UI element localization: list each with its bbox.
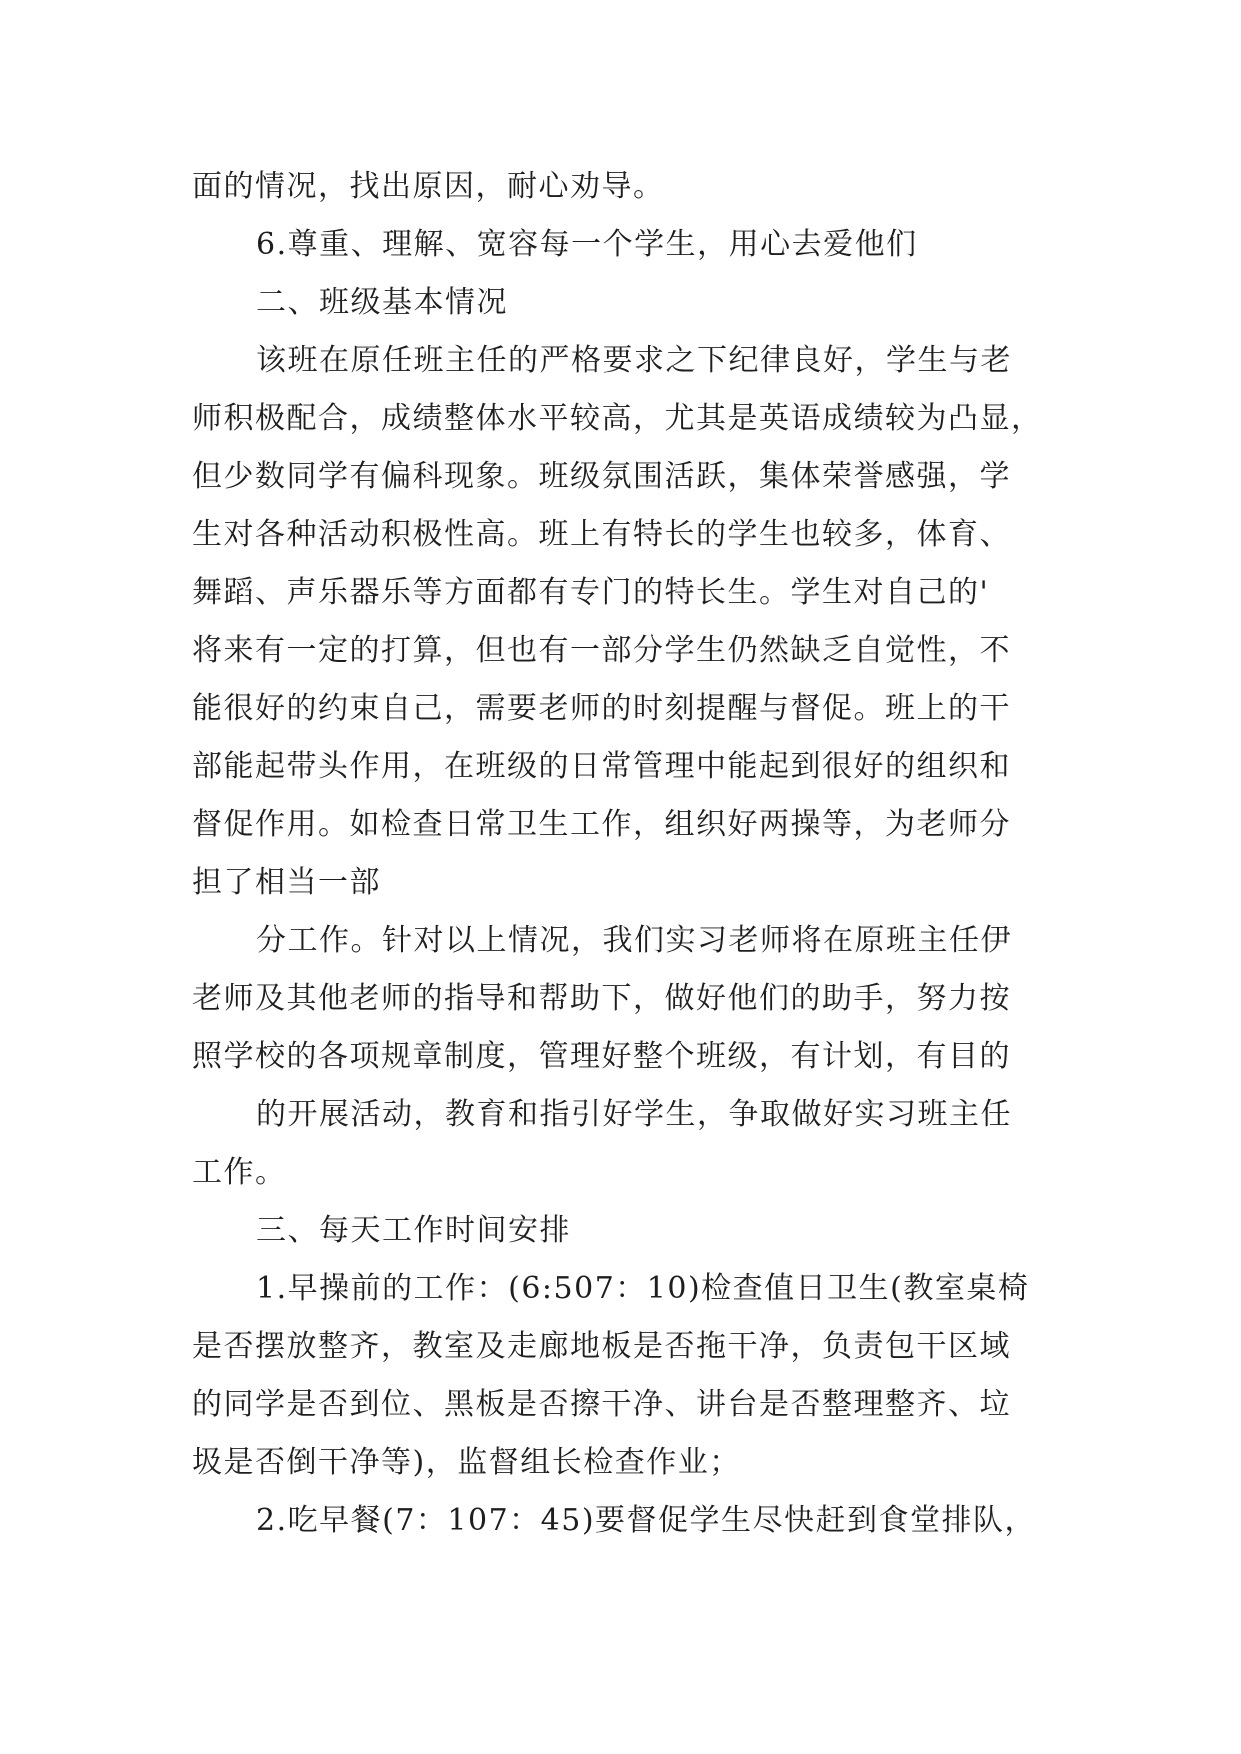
paragraph-line: 照学校的各项规章制度，管理好整个班级，有计划，有目的 bbox=[192, 1039, 1011, 1074]
section-heading-2: 二、班级基本情况 bbox=[256, 285, 508, 320]
list-item-6: 6.尊重、理解、宽容每一个学生，用心去爱他们 bbox=[256, 227, 918, 262]
paragraph-line: 师积极配合，成绩整体水平较高，尤其是英语成绩较为凸显， bbox=[192, 401, 1043, 436]
section-heading-3: 三、每天工作时间安排 bbox=[256, 1213, 571, 1248]
paragraph-line: 但少数同学有偏科现象。班级氛围活跃，集体荣誉感强，学 bbox=[192, 459, 1011, 494]
paragraph-line: 将来有一定的打算，但也有一部分学生仍然缺乏自觉性，不 bbox=[192, 633, 1011, 668]
paragraph-line: 分工作。针对以上情况，我们实习老师将在原班主任伊 bbox=[256, 923, 1012, 958]
paragraph-line: 圾是否倒干净等)，监督组长检查作业； bbox=[192, 1445, 741, 1480]
paragraph-line: 该班在原任班主任的严格要求之下纪律良好，学生与老 bbox=[256, 343, 1012, 378]
text-line-1: 面的情况，找出原因，耐心劝导。 bbox=[192, 169, 665, 204]
paragraph-line: 工作。 bbox=[192, 1155, 287, 1190]
paragraph-line: 是否摆放整齐，教室及走廊地板是否拖干净，负责包干区域 bbox=[192, 1329, 1011, 1364]
paragraph-line: 老师及其他老师的指导和帮助下，做好他们的助手，努力按 bbox=[192, 981, 1011, 1016]
list-item-2: 2.吃早餐(7：107：45)要督促学生尽快赶到食堂排队， bbox=[256, 1503, 1037, 1538]
paragraph-line: 督促作用。如检查日常卫生工作，组织好两操等，为老师分 bbox=[192, 807, 1011, 842]
list-item-1: 1.早操前的工作：(6:507：10)检查值日卫生(教室桌椅 bbox=[256, 1271, 1030, 1306]
paragraph-line: 担了相当一部 bbox=[192, 865, 381, 900]
paragraph-line: 的同学是否到位、黑板是否擦干净、讲台是否整理整齐、垃 bbox=[192, 1387, 1011, 1422]
paragraph-line: 部能起带头作用，在班级的日常管理中能起到很好的组织和 bbox=[192, 749, 1011, 784]
paragraph-line: 生对各种活动积极性高。班上有特长的学生也较多，体育、 bbox=[192, 517, 1011, 552]
paragraph-line: 能很好的约束自己，需要老师的时刻提醒与督促。班上的干 bbox=[192, 691, 1011, 726]
paragraph-line: 舞蹈、声乐器乐等方面都有专门的特长生。学生对自己的' bbox=[192, 575, 990, 610]
paragraph-line: 的开展活动，教育和指引好学生，争取做好实习班主任 bbox=[256, 1097, 1012, 1132]
